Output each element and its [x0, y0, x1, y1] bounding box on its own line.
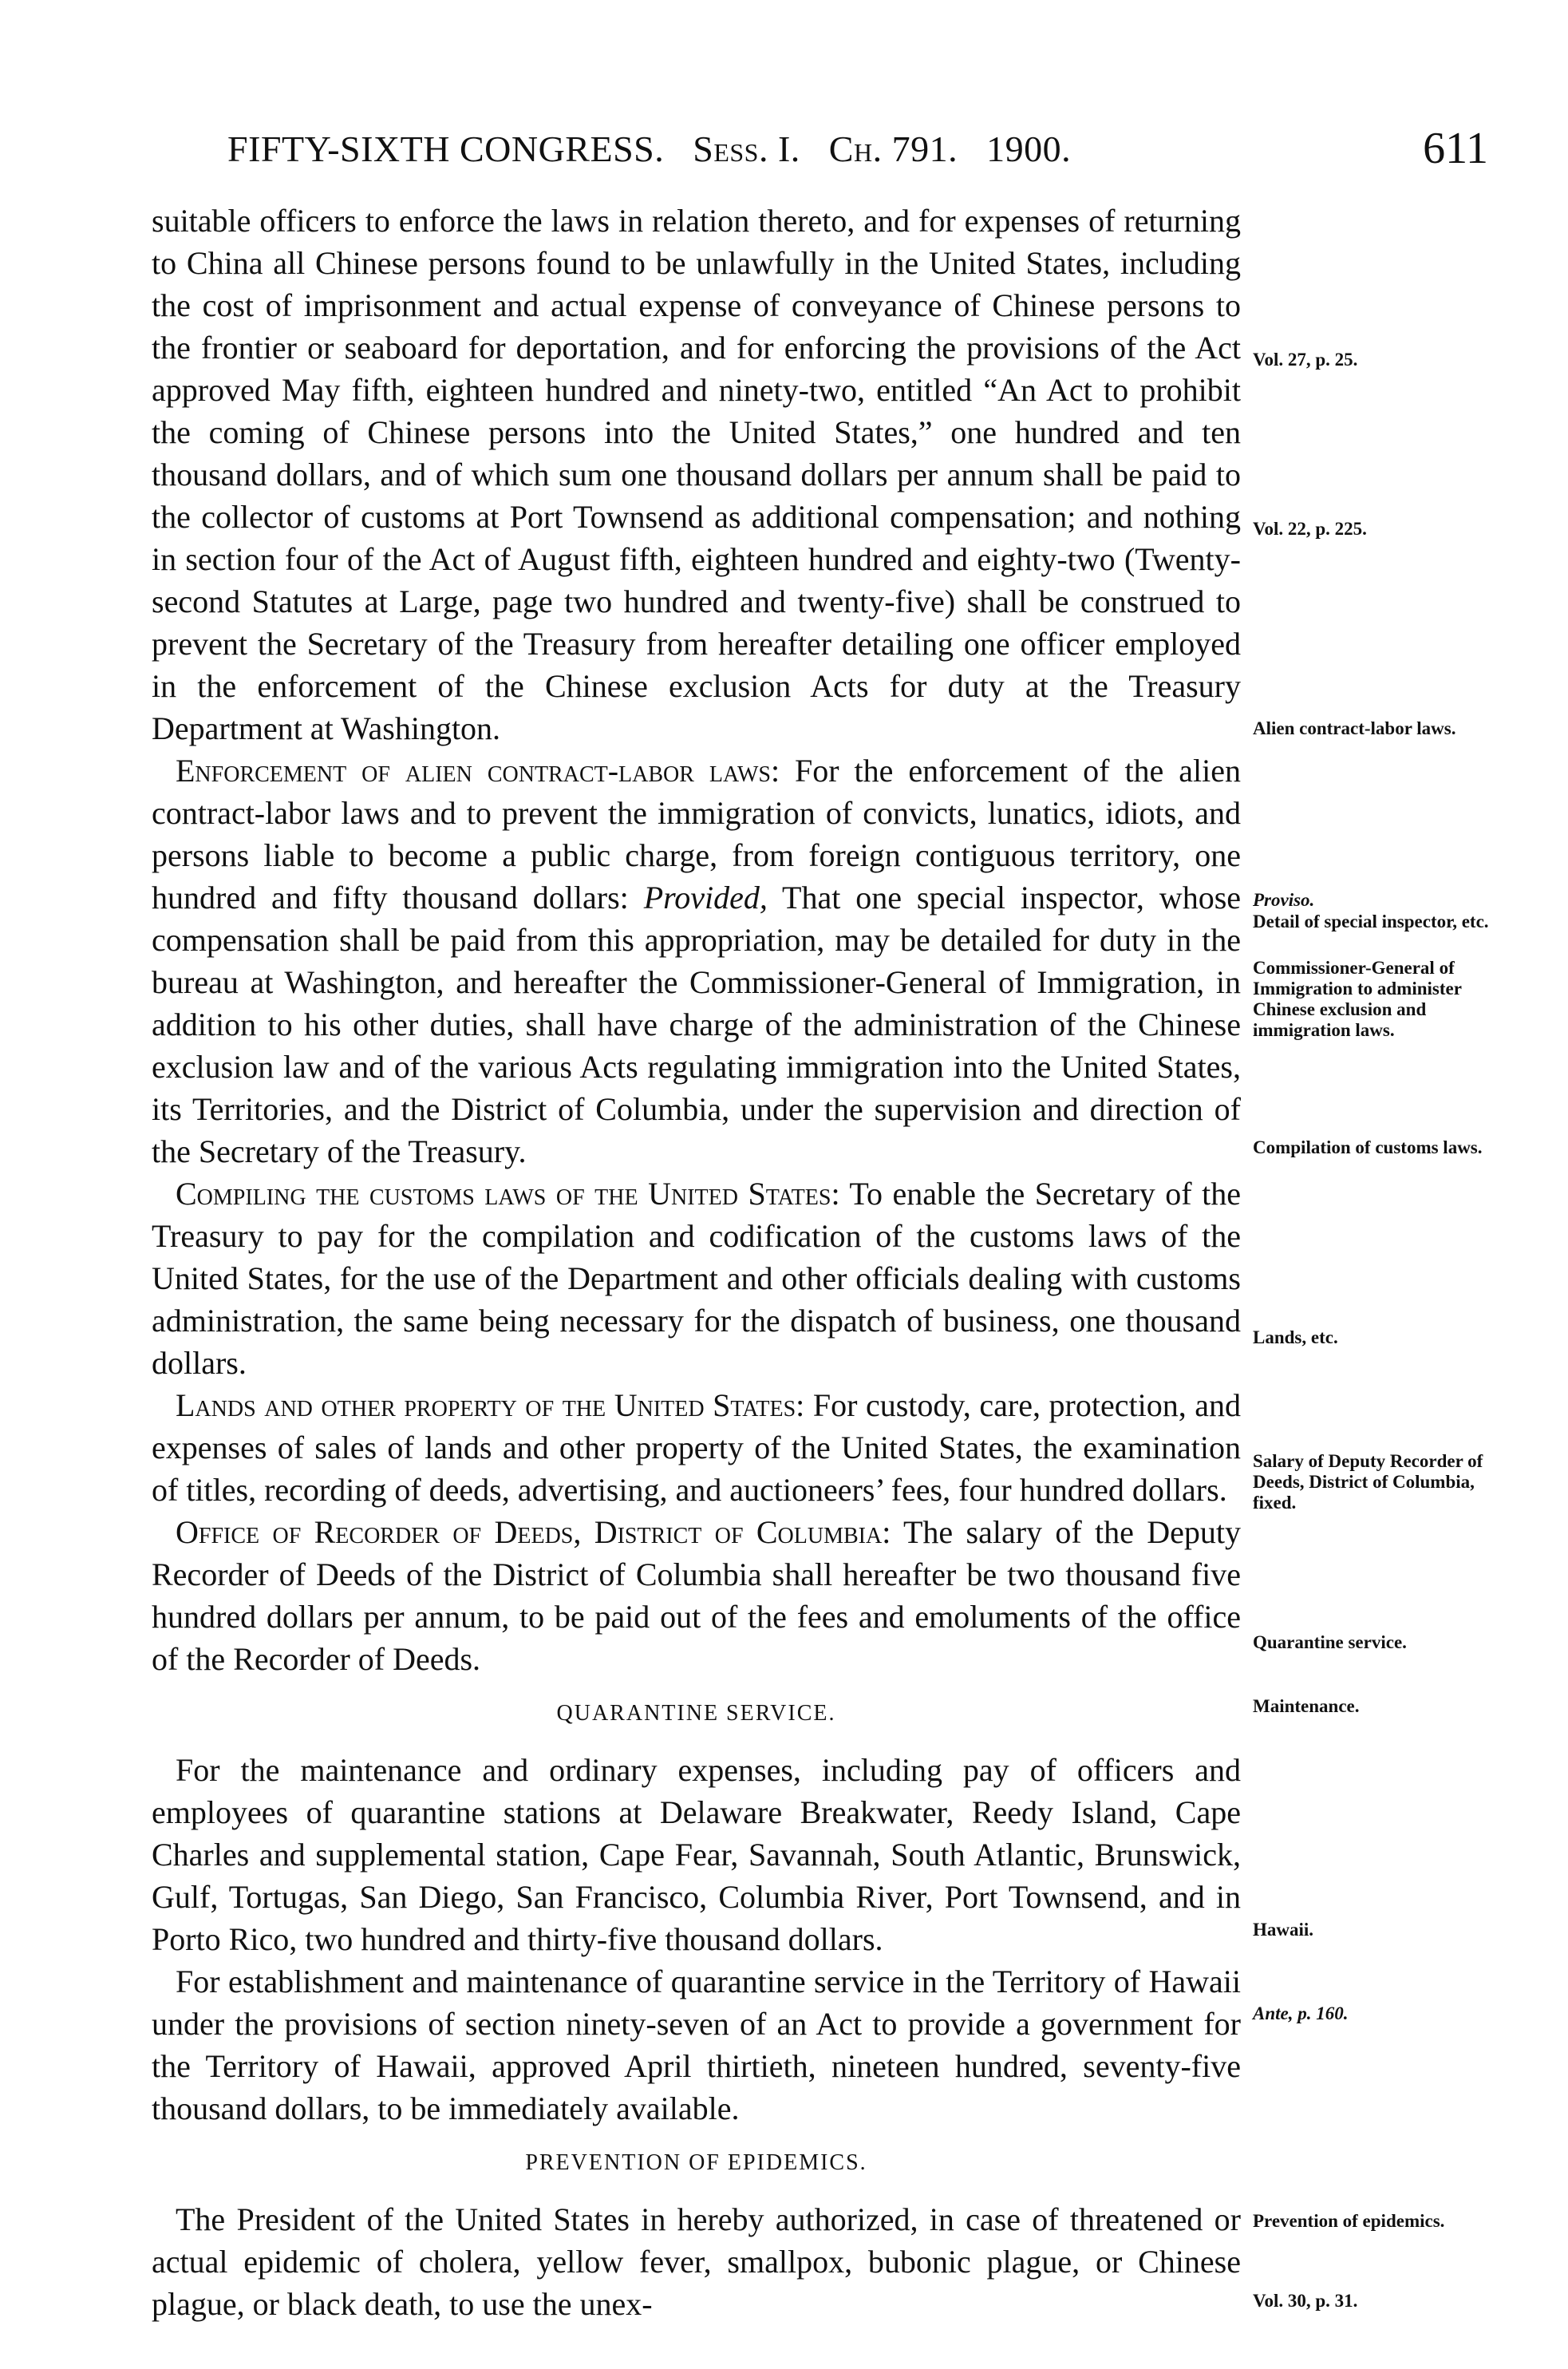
- page-number: 611: [1423, 124, 1488, 173]
- margin-note-proviso-text: Proviso.: [1253, 890, 1315, 910]
- main-text: [152, 200, 1241, 2325]
- paragraph-quarantine-maintenance: For the maintenance and ordinary expenses, including pay of officers and employees of quarantine stations at Delaware Breakwater, Reedy Island, Cape Charles and supplemental station, Cape Fear, Savannah, South Atlantic, Brunswick, Gulf, Tortugas, San Diego, San Francisco, Columbia River, Port Townsend, and in Porto Rico, two hundred and thirty-five thousand dollars.: [152, 1752, 1241, 1957]
- section-title-quarantine: QUARANTINE SERVICE.: [556, 1701, 836, 1726]
- margin-note-vol22: Vol. 22, p. 225.: [1253, 519, 1367, 539]
- paragraph-chinese-exclusion: suitable officers to enforce the laws in relation thereto, and for expenses of returning to China all Chinese persons found to be unlawfully in the United States, including the cost of imprisonment and actual expense of conveyance of Chinese persons to the frontier or seaboard for deportation, and for enforcing the provisions of the Act approved May fifth, eighteen hundred and ninety-two, entitled “An Act to prohibit the coming of Chinese persons into the United States,” one hundred and ten thousand dollars, and of which sum one thousand dollars per annum shall be paid to the collector of customs at Port Townsend as additional compensation; and nothing in section four of the Act of August fifth, eighteen hundred and eighty-two (Twenty-second Statutes at Large, page two hundred and twenty-five) shall be construed to prevent the Secretary of the Treasury from hereafter detailing one officer employed in the enforcement of the Chinese exclusion Acts for duty at the Treasury Department at Washington.: [152, 203, 1241, 746]
- header-congress: FIFTY-SIXTH CONGRESS.: [227, 129, 665, 169]
- alien-text-after-proviso: That one special inspector, whose compensation shall be paid from this appropriation, may be detailed for duty in the bureau at Washington, and hereafter the Commissioner-General of Immigration, in addition to his other duties, shall have charge of the administration of the Chinese exclusion law and of the various Acts regulating immigration into the United States, its Territories, and the District of Columbia, under the supervision and direction of the Secretary of the Treasury.: [152, 880, 1242, 1169]
- proviso-word: Provided,: [643, 880, 768, 916]
- margin-note-lands: Lands, etc.: [1253, 1327, 1338, 1347]
- margin-note-quarantine: Quarantine service.: [1253, 1632, 1407, 1652]
- header-chapter: Ch. 791.: [828, 129, 958, 169]
- recorder-text: The salary of the Deputy Recorder of Deeds of the District of Columbia shall hereafter be two thousand five hundred dollars per annum, to be paid out of the fees and emoluments of the office of the Recorder of Deeds.: [152, 1514, 1242, 1677]
- margin-note-ante-text: Ante, p. 160.: [1253, 2003, 1349, 2023]
- margin-note-ante: [1253, 2003, 1500, 2024]
- header-session: Sess. I.: [693, 129, 800, 169]
- margin-note-detail: Detail of special inspector, etc.: [1253, 912, 1489, 931]
- margin-note-prevention: Prevention of epidemics.: [1253, 2211, 1445, 2231]
- margin-note-vol30: Vol. 30, p. 31.: [1253, 2291, 1358, 2311]
- section-heading-lands: Lands and other property of the United States:: [176, 1387, 805, 1423]
- margin-note-proviso: [1253, 890, 1500, 911]
- paragraph-alien-contract-labor: [152, 749, 1241, 1173]
- alien-text-before-proviso: For the enforcement of the alien contract-labor laws and to prevent the immigration of convicts, lunatics, idiots, and persons liable to become a public charge, from foreign contiguous territory, one hundred and fifty thousand dollars:: [152, 753, 1241, 916]
- margin-note-compilation: Compilation of customs laws.: [1253, 1137, 1483, 1157]
- margin-note-hawaii: Hawaii.: [1253, 1920, 1314, 1940]
- margin-note-vol27: Vol. 27, p. 25.: [1253, 350, 1358, 370]
- customs-text: To enable the Secretary of the Treasury to pay for the compilation and codification of the customs laws of the United States, for the use of the Department and other officials dealing with customs administration, the same being necessary for the dispatch of business, one thousand dollars.: [152, 1176, 1241, 1381]
- section-heading-recorder: Office of Recorder of Deeds, District of Columbia:: [176, 1514, 891, 1550]
- section-heading-alien-contract-labor: Enforcement of alien contract-labor laws:: [176, 753, 780, 789]
- section-heading-customs: Compiling the customs laws of the United States:: [176, 1176, 840, 1212]
- margin-note-maintenance: Maintenance.: [1253, 1696, 1360, 1716]
- section-title-epidemics: PREVENTION OF EPIDEMICS.: [525, 2150, 867, 2175]
- paragraph-lands: [152, 1384, 1241, 1511]
- paragraph-quarantine-hawaii: For establishment and maintenance of quarantine service in the Territory of Hawaii under the provisions of section ninety-seven of an Act to provide a government for the Territory of Hawaii, approved April thirtieth, nineteen hundred, seventy-five thousand dollars, to be immediately available.: [152, 1964, 1241, 2126]
- margin-note-salary: Salary of Deputy Recorder of Deeds, District of Columbia, fixed.: [1253, 1451, 1483, 1513]
- margin-note-commissioner: Commissioner-General of Immigration to administer Chinese exclusion and immigration laws.: [1253, 958, 1462, 1040]
- header-year: 1900.: [986, 129, 1072, 169]
- header-citation: [227, 128, 1071, 170]
- running-header: [227, 124, 1488, 184]
- margin-note-alien: Alien contract-labor laws.: [1253, 718, 1456, 738]
- lands-text: For custody, care, protection, and expenses of sales of lands and other property of the United States, the examination of titles, recording of deeds, advertising, and auctioneers’ fees, four hundred dollars.: [152, 1387, 1242, 1508]
- paragraph-epidemics: The President of the United States in hereby authorized, in case of threatened or actual epidemic of cholera, yellow fever, smallpox, bubonic plague, or Chinese plague, or black death, to use the unex-: [152, 2201, 1241, 2322]
- paragraph-recorder-of-deeds: [152, 1511, 1241, 1680]
- paragraph-customs-compilation: [152, 1173, 1241, 1384]
